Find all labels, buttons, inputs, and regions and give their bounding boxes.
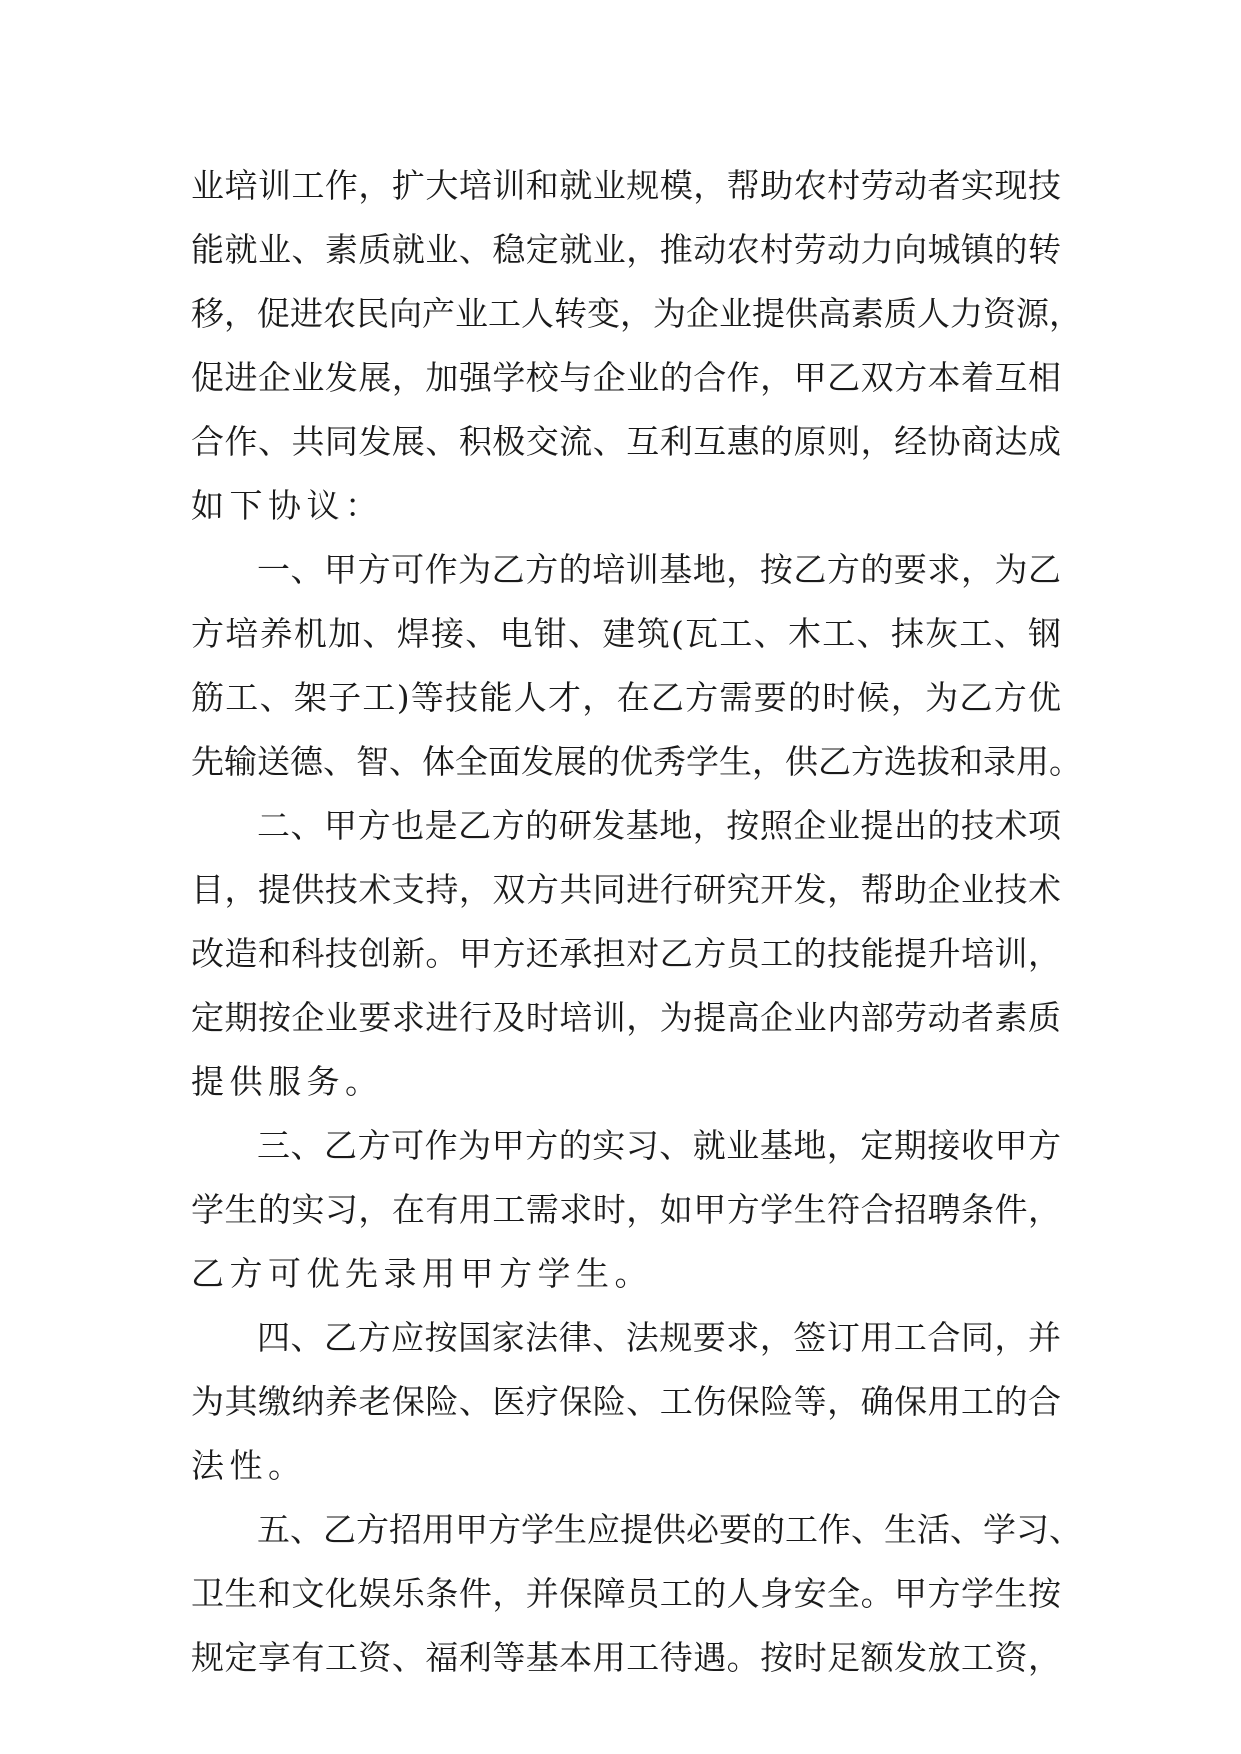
clause-3-line: 三、乙方可作为甲方的实习、就业基地，定期接收甲方 [257, 1126, 1061, 1165]
text-line: 规定享有工资、福利等基本用工待遇。按时足额发放工资， [191, 1638, 1061, 1677]
text-line: 业培训工作，扩大培训和就业规模，帮助农村劳动者实现技 [191, 166, 1061, 205]
clause-4-line: 四、乙方应按国家法律、法规要求，签订用工合同，并 [257, 1318, 1061, 1357]
text-line: 目，提供技术支持，双方共同进行研究开发，帮助企业技术 [191, 870, 1061, 909]
text-line: 提供服务。 [191, 1062, 384, 1101]
text-line: 能就业、素质就业、稳定就业，推动农村劳动力向城镇的转 [191, 230, 1061, 269]
text-line: 筋工、架子工)等技能人才，在乙方需要的时候，为乙方优 [191, 678, 1061, 717]
text-line: 先输送德、智、体全面发展的优秀学生，供乙方选拔和录用。 [191, 742, 1082, 781]
text-line: 定期按企业要求进行及时培训，为提高企业内部劳动者素质 [191, 998, 1061, 1037]
text-line: 为其缴纳养老保险、医疗保险、工伤保险等，确保用工的合 [191, 1382, 1061, 1421]
text-line: 合作、共同发展、积极交流、互利互惠的原则，经协商达成 [191, 422, 1061, 461]
text-line: 方培养机加、焊接、电钳、建筑(瓦工、木工、抹灰工、钢 [191, 614, 1061, 653]
text-line: 移，促进农民向产业工人转变，为企业提供高素质人力资源， [191, 294, 1082, 333]
text-line: 卫生和文化娱乐条件，并保障员工的人身安全。甲方学生按 [191, 1574, 1061, 1613]
text-line: 促进企业发展，加强学校与企业的合作，甲乙双方本着互相 [191, 358, 1061, 397]
text-line: 改造和科技创新。甲方还承担对乙方员工的技能提升培训， [191, 934, 1061, 973]
text-line: 法性。 [191, 1446, 307, 1485]
clause-2-line: 二、甲方也是乙方的研发基地，按照企业提出的技术项 [257, 806, 1061, 845]
clause-1-line: 一、甲方可作为乙方的培训基地，按乙方的要求，为乙 [257, 550, 1061, 589]
clause-5-line: 五、乙方招用甲方学生应提供必要的工作、生活、学习、 [257, 1510, 1082, 1549]
agreement-text-body [191, 154, 1082, 1690]
text-line: 学生的实习，在有用工需求时，如甲方学生符合招聘条件， [191, 1190, 1061, 1229]
text-line: 乙方可优先录用甲方学生。 [191, 1254, 653, 1293]
text-line: 如下协议： [191, 486, 384, 525]
